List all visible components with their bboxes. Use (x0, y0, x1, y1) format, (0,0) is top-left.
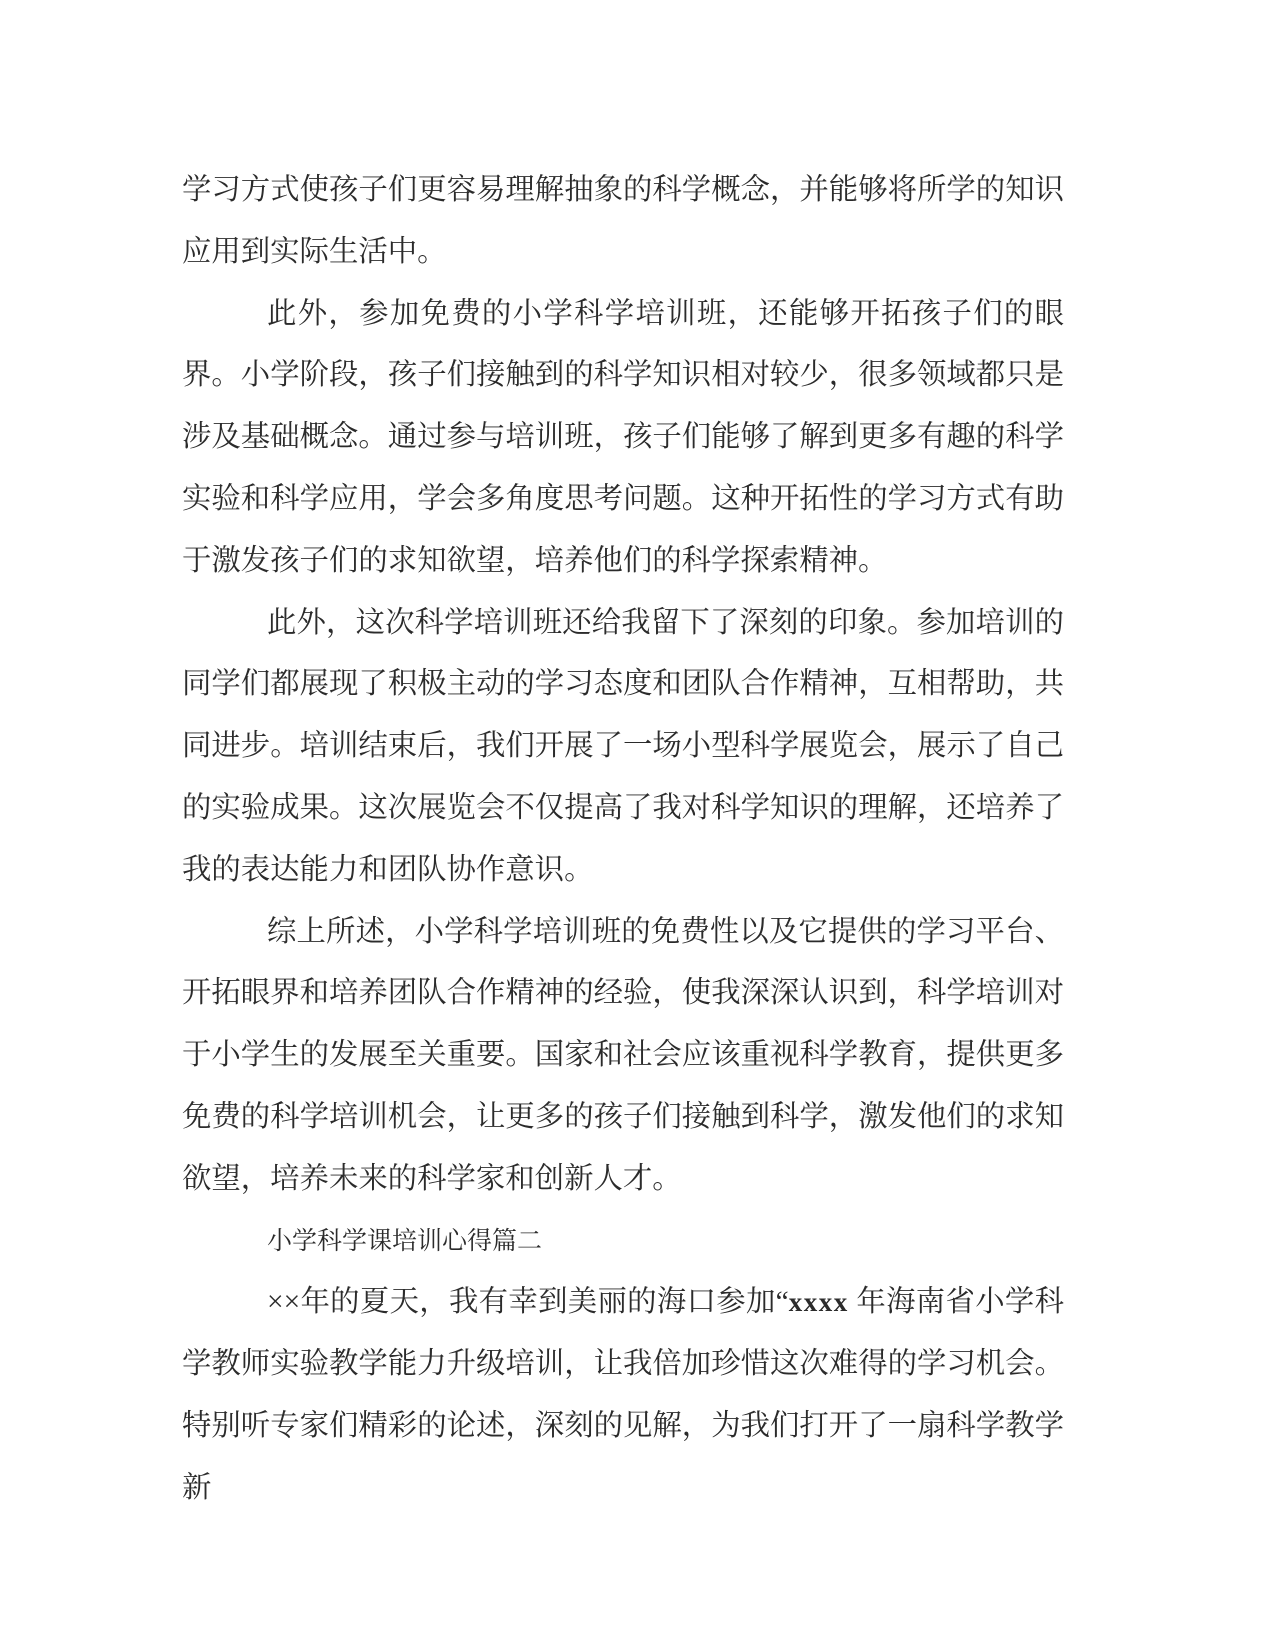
paragraph: 此外，参加免费的小学科学培训班，还能够开拓孩子们的眼界。小学阶段，孩子们接触到的科学知识相对较少，很多领域都只是涉及基础概念。通过参与培训班，孩子们能够了解到更多有趣的科学实验和科学应用，学会多角度思考问题。这种开拓性的学习方式有助于激发孩子们的求知欲望，培养他们的科学探索精神。 (182, 297, 1064, 577)
paragraph: 综上所述，小学科学培训班的免费性以及它提供的学习平台、开拓眼界和培养团队合作精神的经验，使我深深认识到，科学培训对于小学生的发展至关重要。国家和社会应该重视科学教育，提供更多免费的科学培训机会，让更多的孩子们接触到科学，激发他们的求知欲望，培养未来的科学家和创新人才。 (182, 915, 1064, 1195)
year-placeholder-text: xxxx (788, 1287, 849, 1318)
section-heading: 小学科学课培训心得篇二 (267, 1227, 543, 1255)
paragraph: 学习方式使孩子们更容易理解抽象的科学概念，并能够将所学的知识应用到实际生活中。 (182, 174, 1064, 268)
text-run: ××年的夏天，我有幸到美丽的海口参加“ (267, 1286, 789, 1319)
paragraph (182, 1272, 1064, 1519)
document-body (182, 160, 1064, 1520)
paragraph: 此外，这次科学培训班还给我留下了深刻的印象。参加培训的同学们都展现了积极主动的学习态度和团队合作精神，互相帮助，共同进步。培训结束后，我们开展了一场小型科学展览会，展示了自己的实验成果。这次展览会不仅提高了我对科学知识的理解，还培养了我的表达能力和团队协作意识。 (182, 606, 1064, 886)
text-run: 年海南省小学科学教师实验教学能力升级培训，让我倍加珍惜这次难得的学习机会。特别听专家们精彩的论述，深刻的见解，为我们打开了一扇科学教学新 (182, 1286, 1064, 1504)
